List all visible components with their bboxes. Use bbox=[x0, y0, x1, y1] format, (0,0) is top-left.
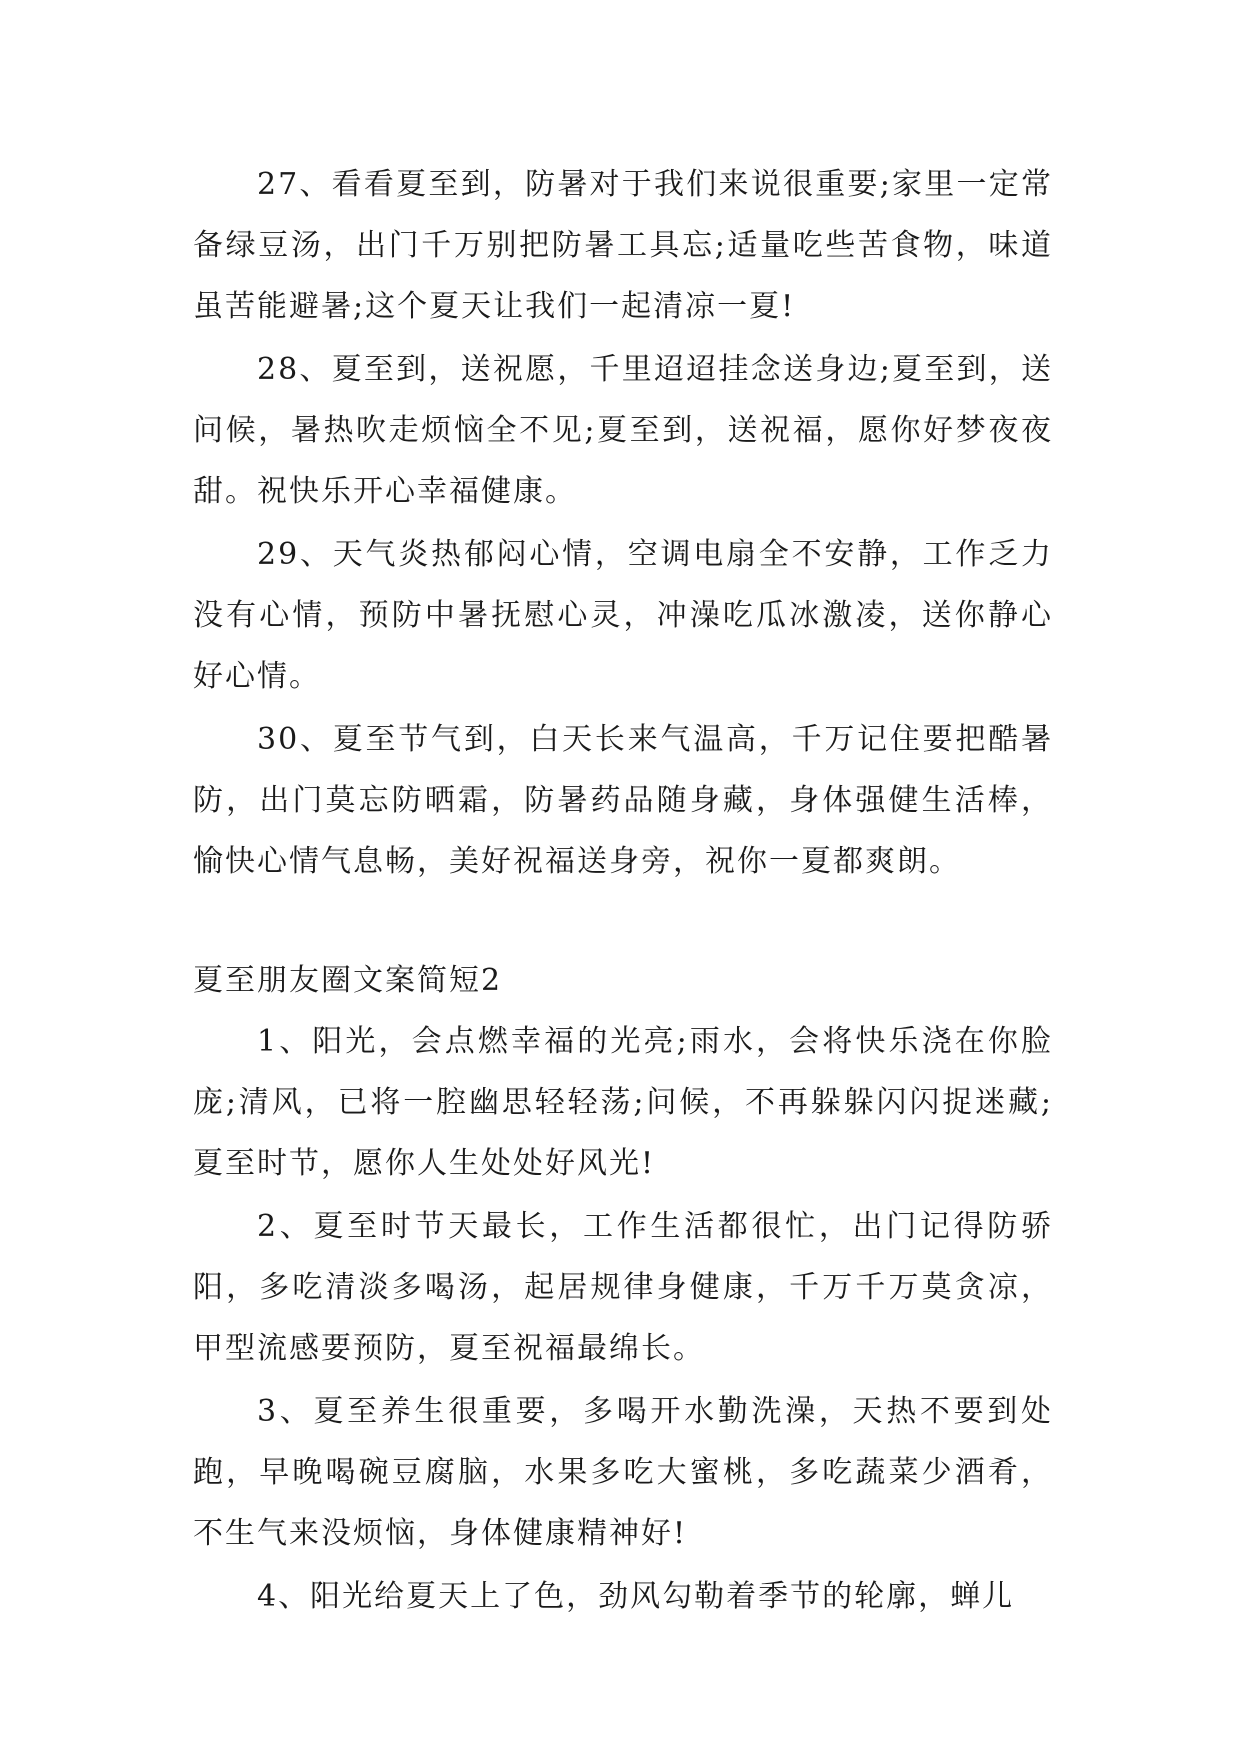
paragraph-29: 29、天气炎热郁闷心情，空调电扇全不安静，工作乏力没有心情，预防中暑抚慰心灵，冲澡吃瓜冰激凌，送你静心好心情。 bbox=[193, 537, 1053, 694]
paragraph-28: 28、夏至到，送祝愿，千里迢迢挂念送身边;夏至到，送问候，暑热吹走烦恼全不见;夏至到，送祝福，愿你好梦夜夜甜。祝快乐开心幸福健康。 bbox=[193, 352, 1053, 509]
paragraph-4: 4、阳光给夏天上了色，劲风勾勒着季节的轮廓，蝉儿 bbox=[257, 1579, 1015, 1614]
paragraph-3: 3、夏至养生很重要，多喝开水勤洗澡，天热不要到处跑，早晚喝碗豆腐脑，水果多吃大蜜桃，多吃蔬菜少酒肴，不生气来没烦恼，身体健康精神好! bbox=[193, 1394, 1053, 1551]
document-body bbox=[193, 154, 1053, 1627]
paragraph-27: 27、看看夏至到，防暑对于我们来说很重要;家里一定常备绿豆汤，出门千万别把防暑工具忘;适量吃些苦食物，味道虽苦能避暑;这个夏天让我们一起清凉一夏! bbox=[193, 167, 1053, 324]
paragraph-2: 2、夏至时节天最长，工作生活都很忙，出门记得防骄阳，多吃清淡多喝汤，起居规律身健康，千万千万莫贪凉，甲型流感要预防，夏至祝福最绵长。 bbox=[193, 1209, 1053, 1366]
paragraph-30: 30、夏至节气到，白天长来气温高，千万记住要把酷暑防，出门莫忘防晒霜，防暑药品随身藏，身体强健生活棒，愉快心情气息畅，美好祝福送身旁，祝你一夏都爽朗。 bbox=[193, 722, 1053, 879]
paragraph-1: 1、阳光，会点燃幸福的光亮;雨水，会将快乐浇在你脸庞;清风，已将一腔幽思轻轻荡;问候，不再躲躲闪闪捉迷藏;夏至时节，愿你人生处处好风光! bbox=[193, 1024, 1053, 1181]
section-heading: 夏至朋友圈文案简短2 bbox=[193, 963, 503, 998]
